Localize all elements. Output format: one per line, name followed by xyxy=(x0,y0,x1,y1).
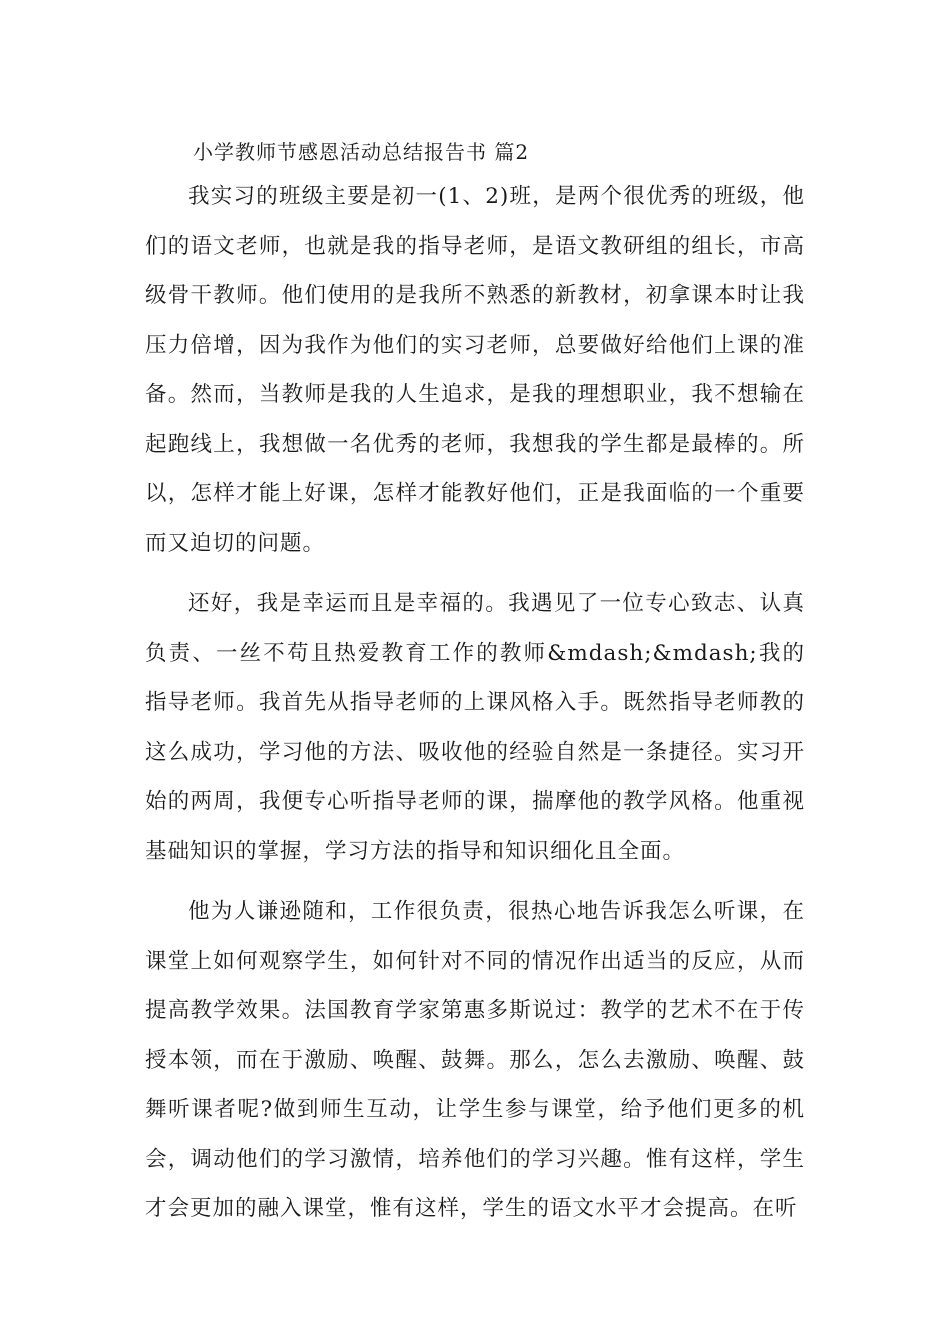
paragraph-1: 我实习的班级主要是初一(1、2)班，是两个很优秀的班级，他们的语文老师，也就是我的指导老师，是语文教研组的组长，市高级骨干教师。他们使用的是我所不熟悉的新教材，初拿课本时让我压力倍增，因为我作为他们的实习老师，总要做好给他们上课的准备。然而，当教师是我的人生追求，是我的理想职业，我不想输在起跑线上，我想做一名优秀的老师，我想我的学生都是最棒的。所以，怎样才能上好课，怎样才能教好他们，正是我面临的一个重要而又迫切的问题。 xyxy=(145,184,805,556)
paragraph-2: 还好，我是幸运而且是幸福的。我遇见了一位专心致志、认真负责、一丝不苟且热爱教育工作的教师&mdash;&mdash;我的指导老师。我首先从指导老师的上课风格入手。既然指导老师教的这么成功，学习他的方法、吸收他的经验自然是一条捷径。实习开始的两周，我便专心听指导老师的课，揣摩他的教学风格。他重视基础知识的掌握，学习方法的指导和知识细化且全面。 xyxy=(145,591,805,864)
document-title: 小学教师节感恩活动总结报告书 篇2 xyxy=(193,140,530,164)
paragraph-3: 他为人谦逊随和，工作很负责，很热心地告诉我怎么听课，在课堂上如何观察学生，如何针对不同的情况作出适当的反应，从而提高教学效果。法国教育学家第惠多斯说过：教学的艺术不在于传授本领，而在于激励、唤醒、鼓舞。那么，怎么去激励、唤醒、鼓舞听课者呢?做到师生互动，让学生参与课堂，给予他们更多的机会，调动他们的学习激情，培养他们的学习兴趣。惟有这样，学生才会更加的融入课堂，惟有这样，学生的语文水平才会提高。在听 xyxy=(145,899,805,1221)
document-page xyxy=(145,124,805,1234)
